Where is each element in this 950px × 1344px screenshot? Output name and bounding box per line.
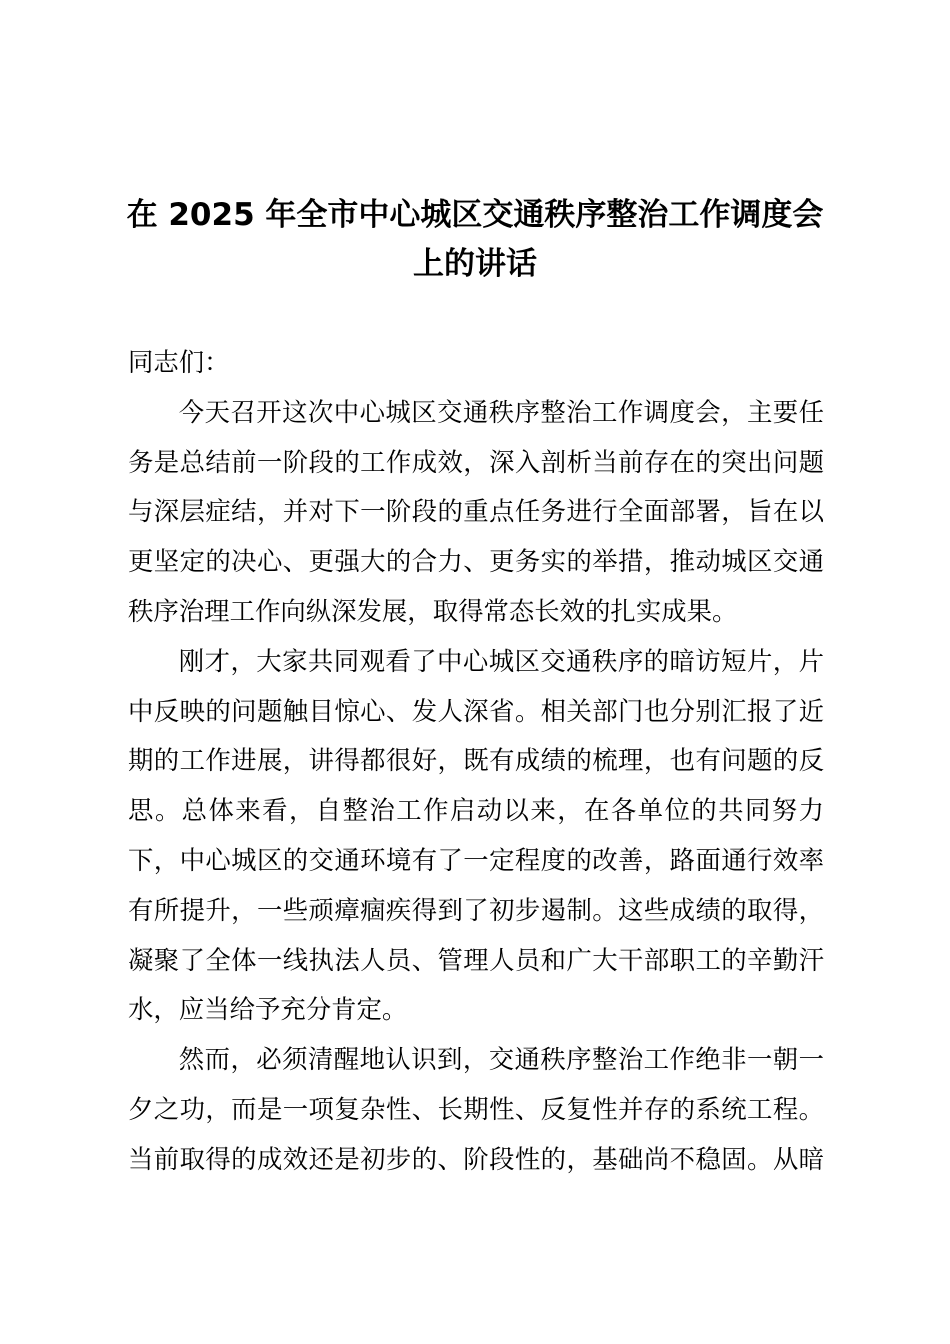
paragraph-1 bbox=[128, 388, 824, 637]
title-line-1: 在 2025 年全市中心城区交通秩序整治工作调度会 bbox=[126, 197, 824, 233]
paragraph-line: 思。总体来看，自整治工作启动以来，在各单位的共同努力 bbox=[128, 795, 824, 826]
paragraph-line: 水，应当给予充分肯定。 bbox=[128, 994, 408, 1025]
document-body bbox=[128, 338, 824, 1185]
paragraph-line: 中反映的问题触目惊心、发人深省。相关部门也分别汇报了近 bbox=[128, 695, 824, 726]
title-line-2: 上的讲话 bbox=[413, 246, 537, 282]
paragraph-line: 有所提升，一些顽瘴痼疾得到了初步遏制。这些成绩的取得， bbox=[128, 894, 824, 925]
paragraph-line: 与深层症结，并对下一阶段的重点任务进行全面部署，旨在以 bbox=[128, 496, 824, 527]
paragraph-line: 然而，必须清醒地认识到，交通秩序整治工作绝非一朝一 bbox=[178, 1044, 824, 1075]
salutation: 同志们： bbox=[128, 347, 230, 377]
paragraph-line: 凝聚了全体一线执法人员、管理人员和广大干部职工的辛勤汗 bbox=[128, 944, 824, 975]
paragraph-line: 当前取得的成效还是初步的、阶段性的，基础尚不稳固。从暗 bbox=[128, 1143, 824, 1174]
document-title bbox=[120, 191, 830, 289]
paragraph-line: 务是总结前一阶段的工作成效，深入剖析当前存在的突出问题 bbox=[128, 446, 824, 477]
paragraph-line: 期的工作进展，讲得都很好，既有成绩的梳理，也有问题的反 bbox=[128, 745, 824, 776]
paragraph-line: 下，中心城区的交通环境有了一定程度的改善，路面通行效率 bbox=[128, 844, 824, 875]
paragraph-line: 刚才，大家共同观看了中心城区交通秩序的暗访短片，片 bbox=[178, 645, 824, 676]
paragraph-3 bbox=[128, 1035, 824, 1184]
paragraph-line: 今天召开这次中心城区交通秩序整治工作调度会，主要任 bbox=[178, 396, 824, 427]
paragraph-line: 更坚定的决心、更强大的合力、更务实的举措，推动城区交通 bbox=[128, 546, 824, 577]
paragraph-2 bbox=[128, 637, 824, 1035]
paragraph-line: 夕之功，而是一项复杂性、长期性、反复性并存的系统工程。 bbox=[128, 1093, 824, 1124]
paragraph-line: 秩序治理工作向纵深发展，取得常态长效的扎实成果。 bbox=[128, 595, 738, 626]
